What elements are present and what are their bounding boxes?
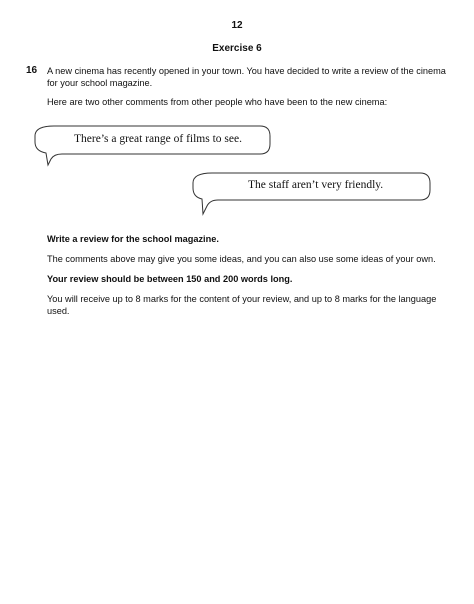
task-instruction: Write a review for the school magazine.: [47, 234, 219, 244]
comment-text-2: The staff aren’t very friendly.: [248, 179, 384, 191]
question-intro: A new cinema has recently opened in your town. You have decided to write a review of the cinema for your school magazine.: [47, 66, 446, 88]
comment-text-1: There’s a great range of films to see.: [74, 133, 242, 145]
exercise-title: Exercise 6: [212, 43, 262, 54]
speech-bubble-left-shape: [32, 125, 272, 169]
page-number: 12: [231, 20, 243, 31]
marks-instruction: You will receive up to 8 marks for the content of your review, and up to 8 marks for the language used.: [47, 294, 437, 316]
comment-bubble-1: [32, 125, 272, 169]
ideas-instruction: The comments above may give you some ideas, and you can also use some ideas of your own.: [47, 254, 436, 264]
comments-intro: Here are two other comments from other people who have been to the new cinema:: [47, 97, 388, 107]
length-instruction: Your review should be between 150 and 200 words long.: [47, 274, 293, 284]
comment-bubble-2: [192, 172, 434, 218]
question-number: 16: [26, 65, 38, 76]
